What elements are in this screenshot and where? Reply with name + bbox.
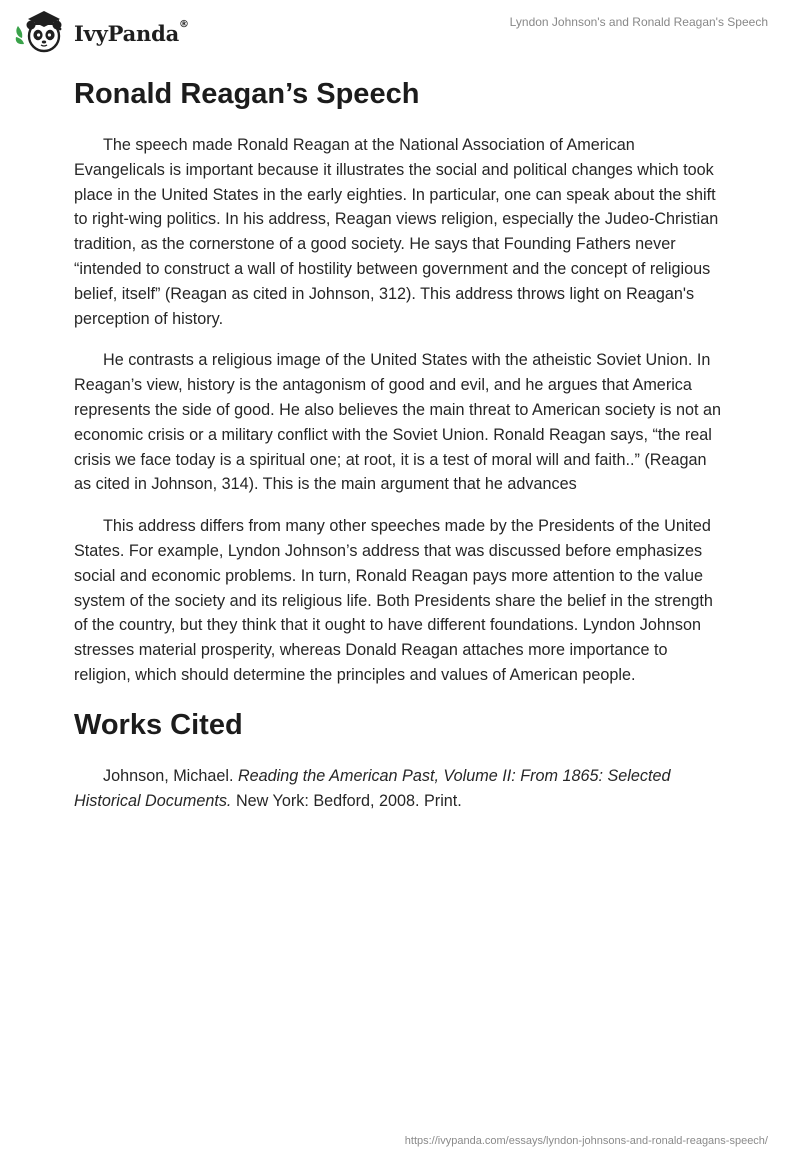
brand-name-text: IvyPanda	[74, 20, 180, 46]
article-content	[74, 70, 726, 813]
works-cited-heading: Works Cited	[74, 708, 243, 741]
citation-title: Reading the American Past, Volume II: From 1865: Selected Historical Documents.	[74, 766, 671, 810]
document-header-title: Lyndon Johnson's and Ronald Reagan's Speech	[509, 15, 768, 29]
brand-name	[74, 18, 189, 46]
registered-mark: ®	[179, 18, 189, 30]
panda-graduation-cap-icon	[14, 8, 72, 54]
citation-entry	[74, 764, 726, 814]
source-url[interactable]: https://ivypanda.com/essays/lyndon-johnsons-and-ronald-reagans-speech/	[404, 1135, 768, 1147]
article-heading: Ronald Reagan’s Speech	[74, 78, 420, 110]
citation-publication: New York: Bedford, 2008. Print.	[235, 791, 462, 810]
article-paragraph: The speech made Ronald Reagan at the National Association of American Evangelicals is important because it illustrates the social and political changes which took place in the United States in the early eighties. In particular, one can speak about the shift to right-wing politics. In his address, Reagan views religion, especially the Judeo-Christian tradition, as the cornerstone of a good society. He says that Founding Fathers never “intended to construct a wall of hostility between government and the concept of religious belief, itself” (Reagan as cited in Johnson, 312). This address throws light on Reagan's perception of history.	[74, 136, 719, 328]
ivypanda-logo[interactable]	[14, 8, 189, 54]
article-paragraph: He contrasts a religious image of the United States with the atheistic Soviet Union. In Reagan’s view, history is the antagonism of good and evil, and he argues that America represents the side of good. He also believes the main threat to American society is not an economic crisis or a military conflict with the Soviet Union. Ronald Reagan says, “the real crisis we face today is a spiritual one; at root, it is a test of moral will and faith..” (Reagan as cited in Johnson, 314). This is the main argument that he advances	[74, 351, 721, 494]
page-header	[0, 0, 800, 60]
citation-author: Johnson, Michael.	[103, 766, 234, 785]
article-paragraph: This address differs from many other speeches made by the Presidents of the United States. For example, Lyndon Johnson’s address that was discussed before emphasizes social and economic problems. In turn, Ronald Reagan pays more attention to the value system of the society and its religious life. Both Presidents share the belief in the strength of the country, but they think that it ought to have different foundations. Lyndon Johnson stresses material prosperity, whereas Donald Reagan attaches more importance to religion, which should determine the principles and values of American people.	[74, 517, 713, 684]
